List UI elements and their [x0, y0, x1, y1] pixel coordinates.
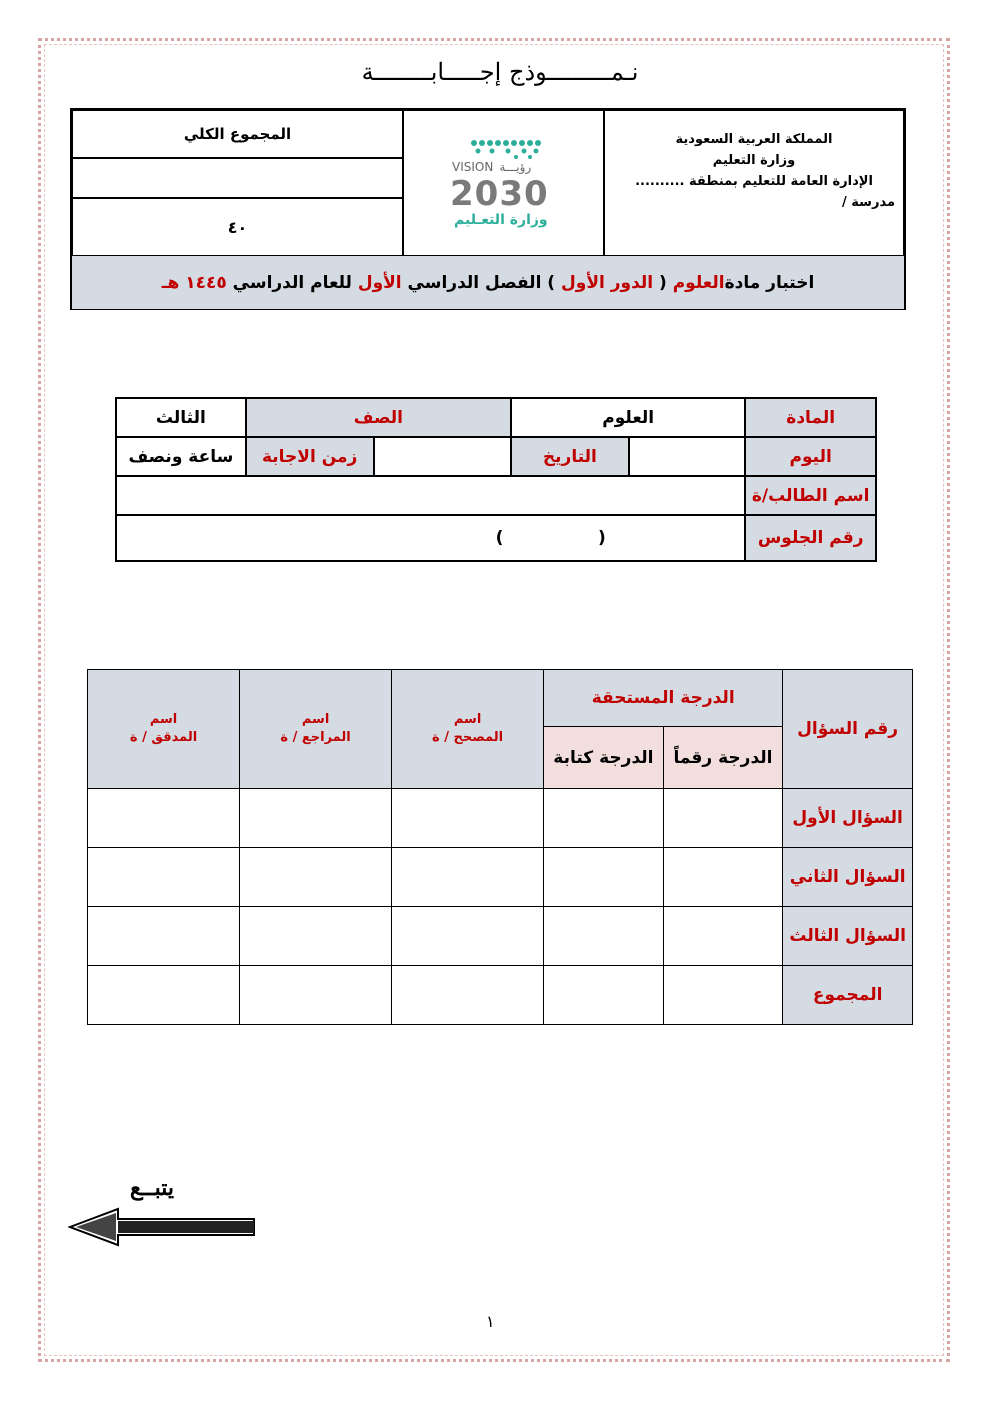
row-label-q1: السؤال الأول [783, 789, 913, 848]
table-cell[interactable] [663, 966, 783, 1025]
grade-numeric-header: الدرجة رقماً [663, 727, 783, 789]
table-cell[interactable] [663, 789, 783, 848]
question-number-header: رقم السؤال [783, 670, 913, 789]
total-label: المجموع الكلي [72, 110, 403, 158]
page-title: نـمـــــــــوذج إجـــــابــــــــة [361, 58, 639, 86]
school-line: مدرسة / [842, 195, 895, 210]
row-label-q2: السؤال الثاني [783, 848, 913, 907]
auditor-header [88, 670, 240, 789]
total-blank [72, 158, 403, 198]
table-cell[interactable] [392, 848, 544, 907]
ministry-line-1: المملكة العربية السعودية [675, 132, 833, 147]
table-cell[interactable] [240, 789, 392, 848]
table-cell[interactable] [88, 848, 240, 907]
table-cell[interactable] [88, 789, 240, 848]
seat-label: رقم الجلوس [745, 515, 876, 561]
grades-table [87, 669, 913, 1025]
table-cell[interactable] [240, 907, 392, 966]
table-cell[interactable] [392, 966, 544, 1025]
reviewer-header-line1: اسم [301, 712, 330, 727]
banner-text-4: للعام الدراسي [226, 272, 358, 293]
day-label: اليوم [745, 437, 876, 476]
table-cell[interactable] [240, 848, 392, 907]
seat-field[interactable]: ( ) [116, 515, 745, 561]
banner-round: الدور الأول [561, 272, 654, 293]
table-cell[interactable] [88, 966, 240, 1025]
grade-value: الثالث [116, 398, 246, 437]
corrector-header-line1: اسم [453, 712, 482, 727]
table-cell[interactable] [392, 789, 544, 848]
table-cell[interactable] [544, 848, 664, 907]
logo-vision-text: VISION [452, 160, 494, 174]
row-label-total: المجموع [783, 966, 913, 1025]
auditor-header-line1: اسم [149, 712, 178, 727]
subject-label: المادة [745, 398, 876, 437]
reviewer-header [240, 670, 392, 789]
table-cell[interactable] [544, 907, 664, 966]
table-cell[interactable] [663, 907, 783, 966]
table-cell[interactable] [544, 789, 664, 848]
table-cell[interactable] [240, 966, 392, 1025]
ministry-block [604, 110, 904, 256]
student-name-field[interactable] [116, 476, 745, 515]
ministry-line-3: الإدارة العامة للتعليم بمنطقة .......... [635, 174, 873, 189]
total-value: ٤٠ [72, 198, 403, 256]
student-name-label: اسم الطالب/ة [745, 476, 876, 515]
time-value: ساعة ونصف [116, 437, 246, 476]
corrector-header-line2: المصحح / ة [432, 730, 504, 745]
table-cell[interactable] [544, 966, 664, 1025]
auditor-header-line2: المدقق / ة [129, 730, 198, 745]
subject-value: العلوم [511, 398, 745, 437]
table-cell[interactable] [88, 907, 240, 966]
banner-term: الأول [357, 272, 402, 293]
table-cell[interactable] [663, 848, 783, 907]
corrector-header [392, 670, 544, 789]
logo-vision-ar: رؤيـــة [499, 160, 532, 174]
page-number: ١ [486, 1312, 495, 1331]
exam-banner [72, 255, 904, 309]
table-cell[interactable] [392, 907, 544, 966]
banner-year: ١٤٤٥ هـ [161, 272, 227, 293]
time-label: زمن الاجابة [246, 437, 374, 476]
student-info-table [115, 397, 877, 562]
logo-year: 2030 [450, 174, 549, 214]
row-label-q3: السؤال الثالث [783, 907, 913, 966]
date-label: التاريخ [511, 437, 629, 476]
logo-ministry: وزارة التعـليم [454, 212, 548, 228]
grade-text-header: الدرجة كتابة [544, 727, 664, 789]
ministry-line-2: وزارة التعليم [712, 153, 796, 168]
date-field[interactable] [374, 437, 512, 476]
banner-text-2: ( [653, 272, 673, 293]
earned-grade-header: الدرجة المستحقة [544, 670, 783, 727]
reviewer-header-line2: المراجع / ة [280, 730, 351, 745]
grade-label: الصف [246, 398, 511, 437]
arrow-left-icon [68, 1205, 258, 1249]
banner-subject: العلوم [672, 272, 725, 293]
banner-text-1: اختبار مادة [724, 272, 815, 293]
day-field[interactable] [629, 437, 746, 476]
continue-label: يتبــع [130, 1175, 174, 1201]
banner-text-3: ) الفصل الدراسي [401, 272, 561, 293]
